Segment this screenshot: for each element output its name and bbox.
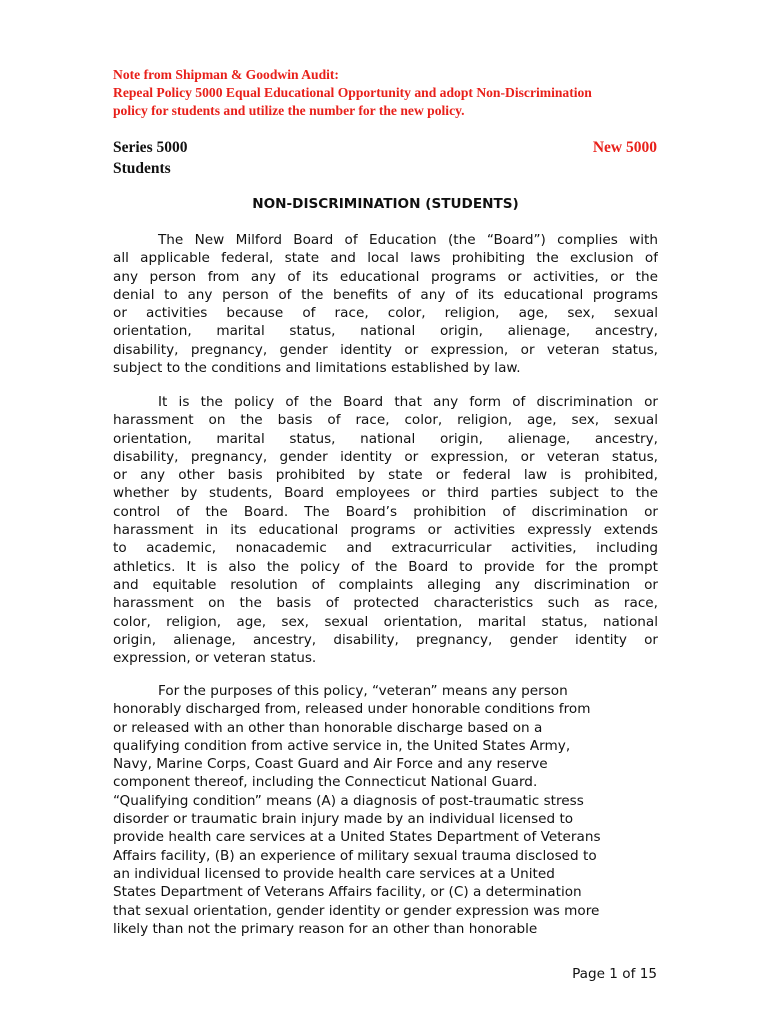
paragraph-line: Navy, Marine Corps, Coast Guard and Air Force and any reserve [113,756,548,773]
paragraph-line: an individual licensed to provide health care services at a United [113,865,555,882]
paragraph-line: For the purposes of this policy, “veteran” means any person [158,683,568,699]
paragraph-line: States Department of Veterans Affairs facility, or (C) a determination [113,884,582,901]
paragraph-line: denial to any person of the benefits of any of its educational programs [113,286,658,303]
audit-note [113,66,658,120]
paragraph-line: all applicable federal, state and local laws prohibiting the exclusion of [113,250,658,267]
paragraph-line: subject to the conditions and limitations established by law. [113,360,521,377]
paragraph-line: that sexual orientation, gender identity or gender expression was more [113,902,600,919]
paragraph-line: harassment on the basis of protected characteristics such as race, [113,595,658,612]
paragraph-line: whether by students, Board employees or third parties subject to the [113,485,658,502]
series-label: Series 5000 [113,139,188,156]
paragraph-line: The New Milford Board of Education (the “Board”) complies with [158,232,658,248]
paragraph-line: It is the policy of the Board that any form of discrimination or [158,394,658,410]
paragraph-line: and equitable resolution of complaints alleging any discrimination or [113,576,658,593]
paragraph-line: origin, alienage, ancestry, disability, pregnancy, gender identity or [113,631,658,648]
audit-note-heading: Note from Shipman & Goodwin Audit: [113,67,339,82]
paragraph-line: to academic, nonacademic and extracurricular activities, including [113,540,658,557]
paragraph-line: provide health care services at a United States Department of Veterans [113,829,601,846]
paragraph-line: “Qualifying condition” means (A) a diagnosis of post-traumatic stress [113,792,584,809]
paragraph-line: harassment in its educational programs or activities expressly extends [113,522,658,539]
audit-note-line: policy for students and utilize the number for the new policy. [113,103,465,118]
category-label: Students [113,160,171,177]
paragraph-line: component thereof, including the Connecticut National Guard. [113,774,538,791]
paragraph-3 [113,682,658,938]
series-block [113,137,187,179]
paragraph-line: color, religion, age, sex, sexual orientation, marital status, national [113,613,658,630]
page-title: NON-DISCRIMINATION (STUDENTS) [252,196,519,212]
paragraph-line: or any other basis prohibited by state or federal law is prohibited, [113,467,658,484]
paragraph-line: disability, pregnancy, gender identity or expression, or veteran status, [113,341,658,358]
paragraph-line: control of the Board. The Board’s prohibition of discrimination or [113,503,658,520]
paragraph-line: harassment on the basis of race, color, religion, age, sex, sexual [113,412,658,429]
paragraph-line: or released with an other than honorable discharge based on a [113,719,543,736]
paragraph-line: disorder or traumatic brain injury made by an individual licensed to [113,811,574,828]
paragraph-line: honorably discharged from, released under honorable conditions from [113,701,591,718]
paragraph-line: expression, or veteran status. [113,650,317,667]
paragraph-line: orientation, marital status, national origin, alienage, ancestry, [113,430,658,447]
page-number: Page 1 of 15 [572,966,657,982]
paragraph-2 [113,393,658,667]
paragraph-line: Affairs facility, (B) an experience of military sexual trauma disclosed to [113,847,597,864]
paragraph-1 [113,231,658,377]
paragraph-line: or activities because of race, color, religion, age, sex, sexual [113,305,658,322]
audit-note-line: Repeal Policy 5000 Equal Educational Opportunity and adopt Non-Discrimination [113,85,592,100]
paragraph-line: orientation, marital status, national origin, alienage, ancestry, [113,323,658,340]
paragraph-line: disability, pregnancy, gender identity or expression, or veteran status, [113,448,658,465]
paragraph-line: any person from any of its educational programs or activities, or the [113,268,658,285]
paragraph-line: qualifying condition from active service in, the United States Army, [113,737,571,754]
paragraph-line: athletics. It is also the policy of the Board to provide for the prompt [113,558,658,575]
policy-number: New 5000 [592,139,657,156]
paragraph-line: likely than not the primary reason for an other than honorable [113,920,538,937]
